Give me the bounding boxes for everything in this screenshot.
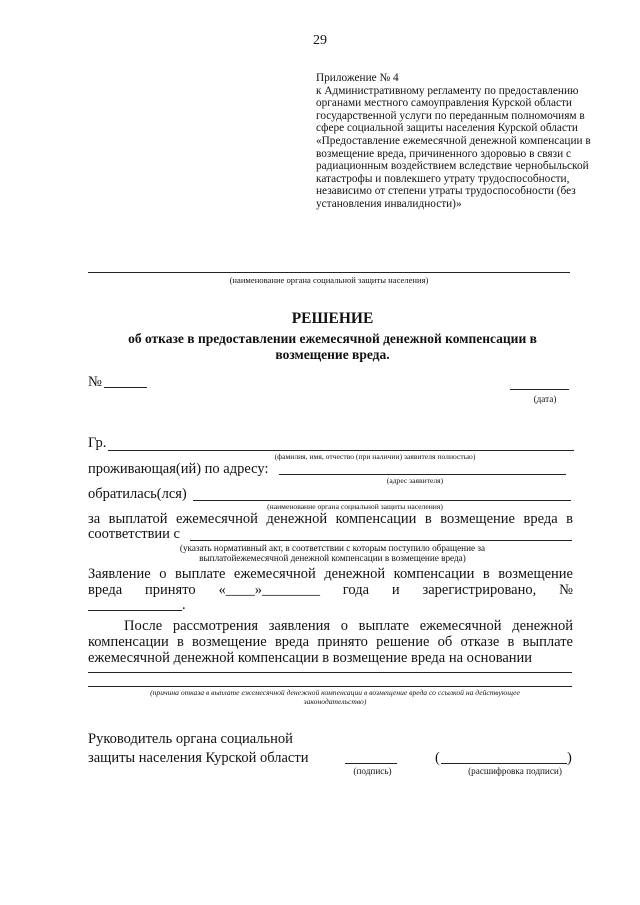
reason-caption-1: (причина отказа в выплате ежемесячной денежной компенсации в возмещение вреда со ссылкой на действующее — [150, 688, 520, 697]
appendix-text: к Административному регламенту по предоставлению органами местного самоуправления Курской области государственной услуги по переданным полномочиям в сфере социальной защиты населения Курской области «Предоставление ежемесячной денежной компенсации в возмещение вреда, причиненного здоровью в связи с радиационным воздействием вследствие чернобыльской катастрофы и повлекшего утрату трудоспособности, независимо от степени утраты трудоспособности (без установления инвалидности)» — [316, 84, 591, 210]
statement-word: вреда — [88, 582, 123, 598]
page-number: 29 — [313, 33, 327, 48]
statement-word: принято — [145, 582, 196, 598]
decision-title: РЕШЕНИЕ — [291, 310, 374, 327]
registration-number-field[interactable] — [88, 610, 182, 611]
applied-caption: (наименование органа социальной защиты населения) — [267, 502, 443, 511]
citizen-caption: (фамилия, имя, отчество (при наличии) заявителя полностью) — [274, 452, 476, 461]
authority-line[interactable] — [88, 272, 570, 273]
statement-word: зарегистрировано, — [422, 582, 537, 598]
normative-act-field[interactable] — [190, 540, 572, 541]
statement-period: . — [182, 597, 186, 613]
purpose-line-1: за выплатой ежемесячной денежной компенсации в возмещение вреда в — [88, 511, 573, 527]
decision-subtitle-2: возмещение вреда. — [275, 347, 390, 362]
statement-line-2 — [88, 582, 573, 598]
statement-date-field[interactable]: «____»________ — [218, 582, 320, 598]
signature-field[interactable] — [345, 763, 397, 764]
applied-authority-field[interactable] — [193, 500, 571, 501]
date-caption: (дата) — [533, 394, 557, 404]
address-label: проживающая(ий) по адресу: — [88, 461, 269, 477]
decision-text-2: компенсации в возмещение вреда принято решение об отказе в выплате — [88, 634, 573, 650]
applied-label: обратилась(лся) — [88, 486, 187, 502]
address-caption: (адрес заявителя) — [386, 476, 444, 485]
statement-word: и — [391, 582, 400, 598]
purpose-caption-1: (указать нормативный акт, в соответствии с которым поступило обращение за — [179, 543, 486, 553]
reason-field-line-1[interactable] — [88, 672, 572, 673]
reason-caption-2: законодательство) — [303, 697, 367, 706]
address-field[interactable] — [279, 474, 566, 475]
head-title-2: защиты населения Курской области — [88, 750, 309, 766]
number-field[interactable] — [104, 387, 147, 388]
appendix-block — [316, 72, 591, 211]
statement-word: года — [342, 582, 370, 598]
citizen-name-field[interactable] — [108, 450, 574, 451]
decode-caption: (расшифровка подписи) — [468, 766, 562, 776]
citizen-label: Гр. — [88, 435, 107, 451]
signature-caption: (подпись) — [353, 766, 392, 776]
head-title-1: Руководитель органа социальной — [88, 731, 293, 747]
decode-close-paren: ) — [567, 750, 572, 766]
decision-text-1: После рассмотрения заявления о выплате ежемесячной денежной — [124, 618, 573, 634]
decode-open-paren: ( — [435, 750, 440, 766]
signature-decode-field[interactable] — [441, 763, 567, 764]
decision-text-3: ежемесячной денежной компенсации в возмещение вреда на основании — [88, 650, 533, 666]
statement-word: № — [559, 582, 573, 598]
appendix-title: Приложение № 4 — [316, 72, 399, 84]
date-field[interactable] — [510, 389, 569, 390]
purpose-caption-2: выплатойежемесячной денежной компенсации в возмещение вреда) — [199, 553, 466, 563]
decision-subtitle-1: об отказе в предоставлении ежемесячной денежной компенсации в — [128, 331, 537, 346]
reason-field-line-2[interactable] — [88, 686, 572, 687]
authority-caption: (наименование органа социальной защиты населения) — [229, 275, 429, 285]
number-label: № — [88, 374, 102, 390]
statement-line-1: Заявление о выплате ежемесячной денежной компенсации в возмещение — [88, 566, 573, 582]
purpose-line-2: соответствии с — [88, 526, 180, 542]
